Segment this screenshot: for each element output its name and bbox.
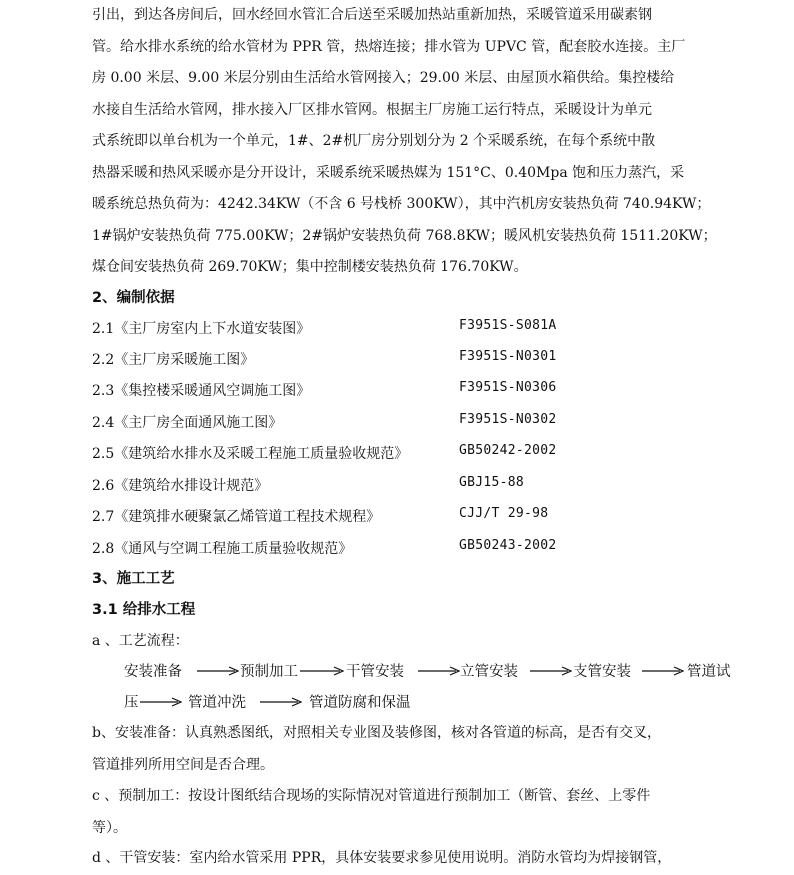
flow-arrow-icon	[418, 666, 460, 676]
item-b-paragraph	[92, 718, 772, 781]
item-d-paragraph	[92, 843, 772, 875]
section-heading-process: 3、施工工艺	[92, 571, 175, 587]
reference-code: F3951S-N0306	[459, 380, 557, 395]
flow-arrow-icon	[140, 697, 182, 707]
text-line: 1#锅炉安装热负荷 775.00KW；2#锅炉安装热负荷 768.8KW；暖风机安装热负荷 1511.20KW；	[92, 227, 717, 244]
reference-row	[92, 412, 772, 436]
item-c-paragraph	[92, 781, 772, 844]
reference-title: 2.6《建筑给水排设计规范》	[92, 478, 269, 494]
subsection-heading-plumbing: 3.1 给排水工程	[92, 602, 196, 618]
text-line: 煤仓间安装热负荷 269.70KW；集中控制楼安装热负荷 176.70KW。	[92, 259, 528, 275]
flow-arrow-icon	[642, 666, 684, 676]
reference-title: 2.7《建筑排水硬聚氯乙烯管道工程技术规程》	[92, 509, 381, 525]
reference-code: F3951S-S081A	[459, 318, 557, 333]
text-line: d 、干管安装：室内给水管采用 PPR，具体安装要求参见使用说明。消防水管均为焊接钢管，	[92, 850, 672, 866]
flow-arrow-icon	[300, 666, 344, 676]
text-line: 式系统即以单台机为一个单元，1#、2#机厂房分别划分为 2 个采暖系统，在每个系统中散	[92, 133, 656, 149]
flow-step: 立管安装	[460, 664, 518, 680]
flow-step: 管道防腐和保温	[309, 695, 411, 711]
flow-step: 压	[124, 695, 139, 711]
reference-code: GBJ15-88	[459, 475, 525, 490]
text-line: 管。给水排水系统的给水管材为 PPR 管，热熔连接；排水管为 UPVC 管，配套胶水连接。主厂	[92, 38, 686, 55]
reference-row	[92, 318, 772, 342]
flow-step: 管道试	[687, 664, 731, 680]
reference-code: F3951S-N0301	[459, 349, 557, 364]
flow-step: 管道冲洗	[188, 695, 246, 711]
text-line: 热器采暖和热风采暖亦是分开设计，采暖系统采暖热媒为 151°C、0.40Mpa 饱和压力蒸汽，采	[92, 164, 685, 181]
reference-code: GB50242-2002	[459, 443, 557, 458]
text-line: 管道排列所用空间是否合理。	[92, 756, 274, 773]
reference-title: 2.8《通风与空调工程施工质量验收规范》	[92, 541, 353, 557]
reference-row	[92, 443, 772, 467]
reference-code: GB50243-2002	[459, 538, 557, 553]
flow-arrow-icon	[260, 697, 302, 707]
text-line: 暖系统总热负荷为：4242.34KW（不含 6 号栈桥 300KW），其中汽机房安装热负荷 740.94KW；	[92, 196, 711, 212]
reference-row	[92, 475, 772, 499]
reference-title: 2.1《主厂房室内上下水道安装图》	[92, 321, 311, 337]
flow-step: 预制加工	[240, 664, 298, 680]
flow-step: 干管安装	[346, 664, 404, 680]
reference-title: 2.2《主厂房采暖施工图》	[92, 352, 255, 368]
text-line: 房 0.00 米层、9.00 米层分别由生活给水管网接入；29.00 米层、由屋顶水箱供给。集控楼给	[92, 70, 675, 86]
flow-step: 支管安装	[573, 664, 631, 680]
reference-code: CJJ/T 29-98	[459, 506, 549, 521]
reference-row	[92, 349, 772, 373]
reference-row	[92, 538, 772, 562]
text-line: 引出，到达各房间后，回水经回水管汇合后送至采暖加热站重新加热，采暖管道采用碳素钢	[92, 7, 652, 23]
reference-row	[92, 380, 772, 404]
reference-title: 2.3《集控楼采暖通风空调施工图》	[92, 383, 311, 399]
reference-code: F3951S-N0302	[459, 412, 557, 427]
text-line: c 、预制加工：按设计图纸结合现场的实际情况对管道进行预制加工（断管、套丝、上零件	[92, 788, 651, 804]
flow-arrow-icon	[530, 666, 572, 676]
text-line: 水接自生活给水管网，排水接入厂区排水管网。根据主厂房施工运行特点，采暖设计为单元	[92, 101, 652, 118]
section-heading-basis: 2、编制依据	[92, 290, 175, 306]
item-a-label: a 、工艺流程：	[92, 633, 189, 649]
flow-arrow-icon	[197, 666, 239, 676]
intro-paragraph	[92, 0, 772, 284]
text-line: 等）。	[92, 819, 127, 836]
text-line: b、安装准备：认真熟悉图纸，对照相关专业图及装修图，核对各管道的标高，是否有交叉，	[92, 725, 661, 741]
flow-step: 安装准备	[124, 664, 182, 680]
reference-title: 2.5《建筑给水排水及采暖工程施工质量验收规范》	[92, 446, 409, 462]
reference-row	[92, 506, 772, 530]
reference-title: 2.4《主厂房全面通风施工图》	[92, 415, 283, 431]
